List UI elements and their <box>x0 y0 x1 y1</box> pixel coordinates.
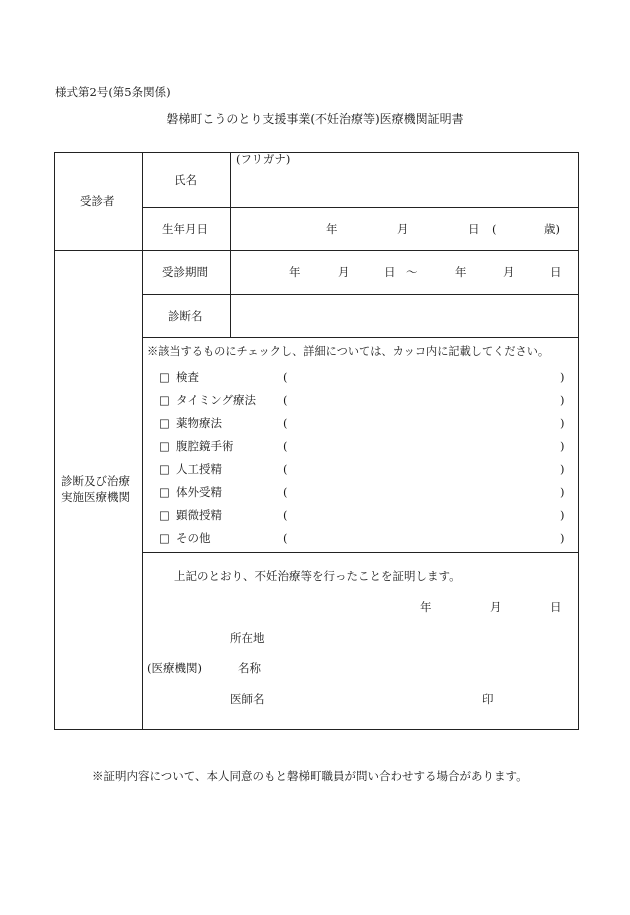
detail-close-paren: ) <box>560 462 565 476</box>
treatment-section-label-line2: 実施医療機関 <box>61 490 130 504</box>
period-label: 受診期間 <box>162 265 208 279</box>
cert-date-year: 年 <box>420 600 432 614</box>
patient-section-label: 受診者 <box>80 194 115 208</box>
document-title: 磐梯町こうのとり支援事業(不妊治療等)医療機関証明書 <box>166 112 464 126</box>
detail-close-paren: ) <box>560 393 565 407</box>
certification-statement: 上記のとおり、不妊治療等を行ったことを証明します。 <box>174 569 461 583</box>
footer-note: ※証明内容について、本人同意のもと磐梯町職員が問い合わせする場合があります。 <box>92 769 528 783</box>
checkbox[interactable]: □ <box>159 462 170 476</box>
detail-close-paren: ) <box>560 485 565 499</box>
checklist-item-label: 検査 <box>176 370 199 384</box>
cert-date-month: 月 <box>490 600 502 614</box>
checkbox[interactable]: □ <box>159 393 170 407</box>
row-divider-period <box>142 294 579 295</box>
period-month-end: 月 <box>503 265 515 279</box>
detail-open-paren: ( <box>283 531 288 545</box>
diagnosis-label: 診断名 <box>168 309 203 323</box>
detail-open-paren: ( <box>283 439 288 453</box>
checklist-item-label: その他 <box>176 531 211 545</box>
checklist-item-label: 体外受精 <box>176 485 222 499</box>
furigana-label: (フリガナ) <box>236 152 291 166</box>
period-day-end: 日 <box>550 265 562 279</box>
form-number-label: 様式第2号(第5条関係) <box>55 85 171 99</box>
checklist-item-label: 顕微授精 <box>176 508 222 522</box>
table-border-right <box>578 152 579 730</box>
row-divider-checklist <box>142 552 579 553</box>
detail-close-paren: ) <box>560 439 565 453</box>
checklist-item-label: 腹腔鏡手術 <box>176 439 234 453</box>
dob-year: 年 <box>326 222 338 236</box>
checkbox[interactable]: □ <box>159 416 170 430</box>
detail-open-paren: ( <box>283 462 288 476</box>
table-border-left <box>54 152 55 730</box>
period-year-start: 年 <box>289 265 301 279</box>
detail-open-paren: ( <box>283 370 288 384</box>
cert-date-day: 日 <box>550 600 562 614</box>
address-label: 所在地 <box>230 631 265 645</box>
checkbox[interactable]: □ <box>159 439 170 453</box>
dob-label: 生年月日 <box>162 222 208 236</box>
dob-day: 日 <box>468 222 480 236</box>
checklist-item-label: 薬物療法 <box>176 416 222 430</box>
detail-open-paren: ( <box>283 508 288 522</box>
row-divider-patient <box>54 250 579 251</box>
diagnosis-field[interactable] <box>232 296 576 336</box>
detail-open-paren: ( <box>283 393 288 407</box>
detail-close-paren: ) <box>560 508 565 522</box>
detail-close-paren: ) <box>560 370 565 384</box>
age-open-paren: ( <box>492 222 497 236</box>
column-divider-1 <box>142 152 143 730</box>
checkbox[interactable]: □ <box>159 485 170 499</box>
period-tilde: 〜 <box>406 265 418 279</box>
institution-name-label: 名称 <box>238 661 261 675</box>
period-day-start: 日 <box>384 265 396 279</box>
table-border-bottom <box>54 729 579 730</box>
doctor-name-label: 医師名 <box>230 692 265 706</box>
checklist-item-label: タイミング療法 <box>176 393 257 407</box>
name-label: 氏名 <box>174 173 197 187</box>
column-divider-2 <box>230 152 231 338</box>
dob-month: 月 <box>397 222 409 236</box>
seal-mark: 印 <box>482 692 494 706</box>
detail-open-paren: ( <box>283 416 288 430</box>
age-suffix: 歳) <box>544 222 560 236</box>
checklist-instruction: ※該当するものにチェックし、詳細については、カッコ内に記載してください。 <box>147 345 550 358</box>
detail-close-paren: ) <box>560 531 565 545</box>
checklist-item-label: 人工授精 <box>176 462 222 476</box>
checkbox[interactable]: □ <box>159 531 170 545</box>
period-month-start: 月 <box>338 265 350 279</box>
row-divider-diagnosis <box>142 337 579 338</box>
checkbox[interactable]: □ <box>159 508 170 522</box>
detail-open-paren: ( <box>283 485 288 499</box>
treatment-section-label-line1: 診断及び治療 <box>61 474 130 488</box>
detail-close-paren: ) <box>560 416 565 430</box>
row-divider-name <box>142 207 579 208</box>
institution-label: (医療機関) <box>147 661 202 675</box>
name-field[interactable] <box>232 168 576 205</box>
table-border-top <box>54 152 579 153</box>
period-year-end: 年 <box>455 265 467 279</box>
checkbox[interactable]: □ <box>159 370 170 384</box>
